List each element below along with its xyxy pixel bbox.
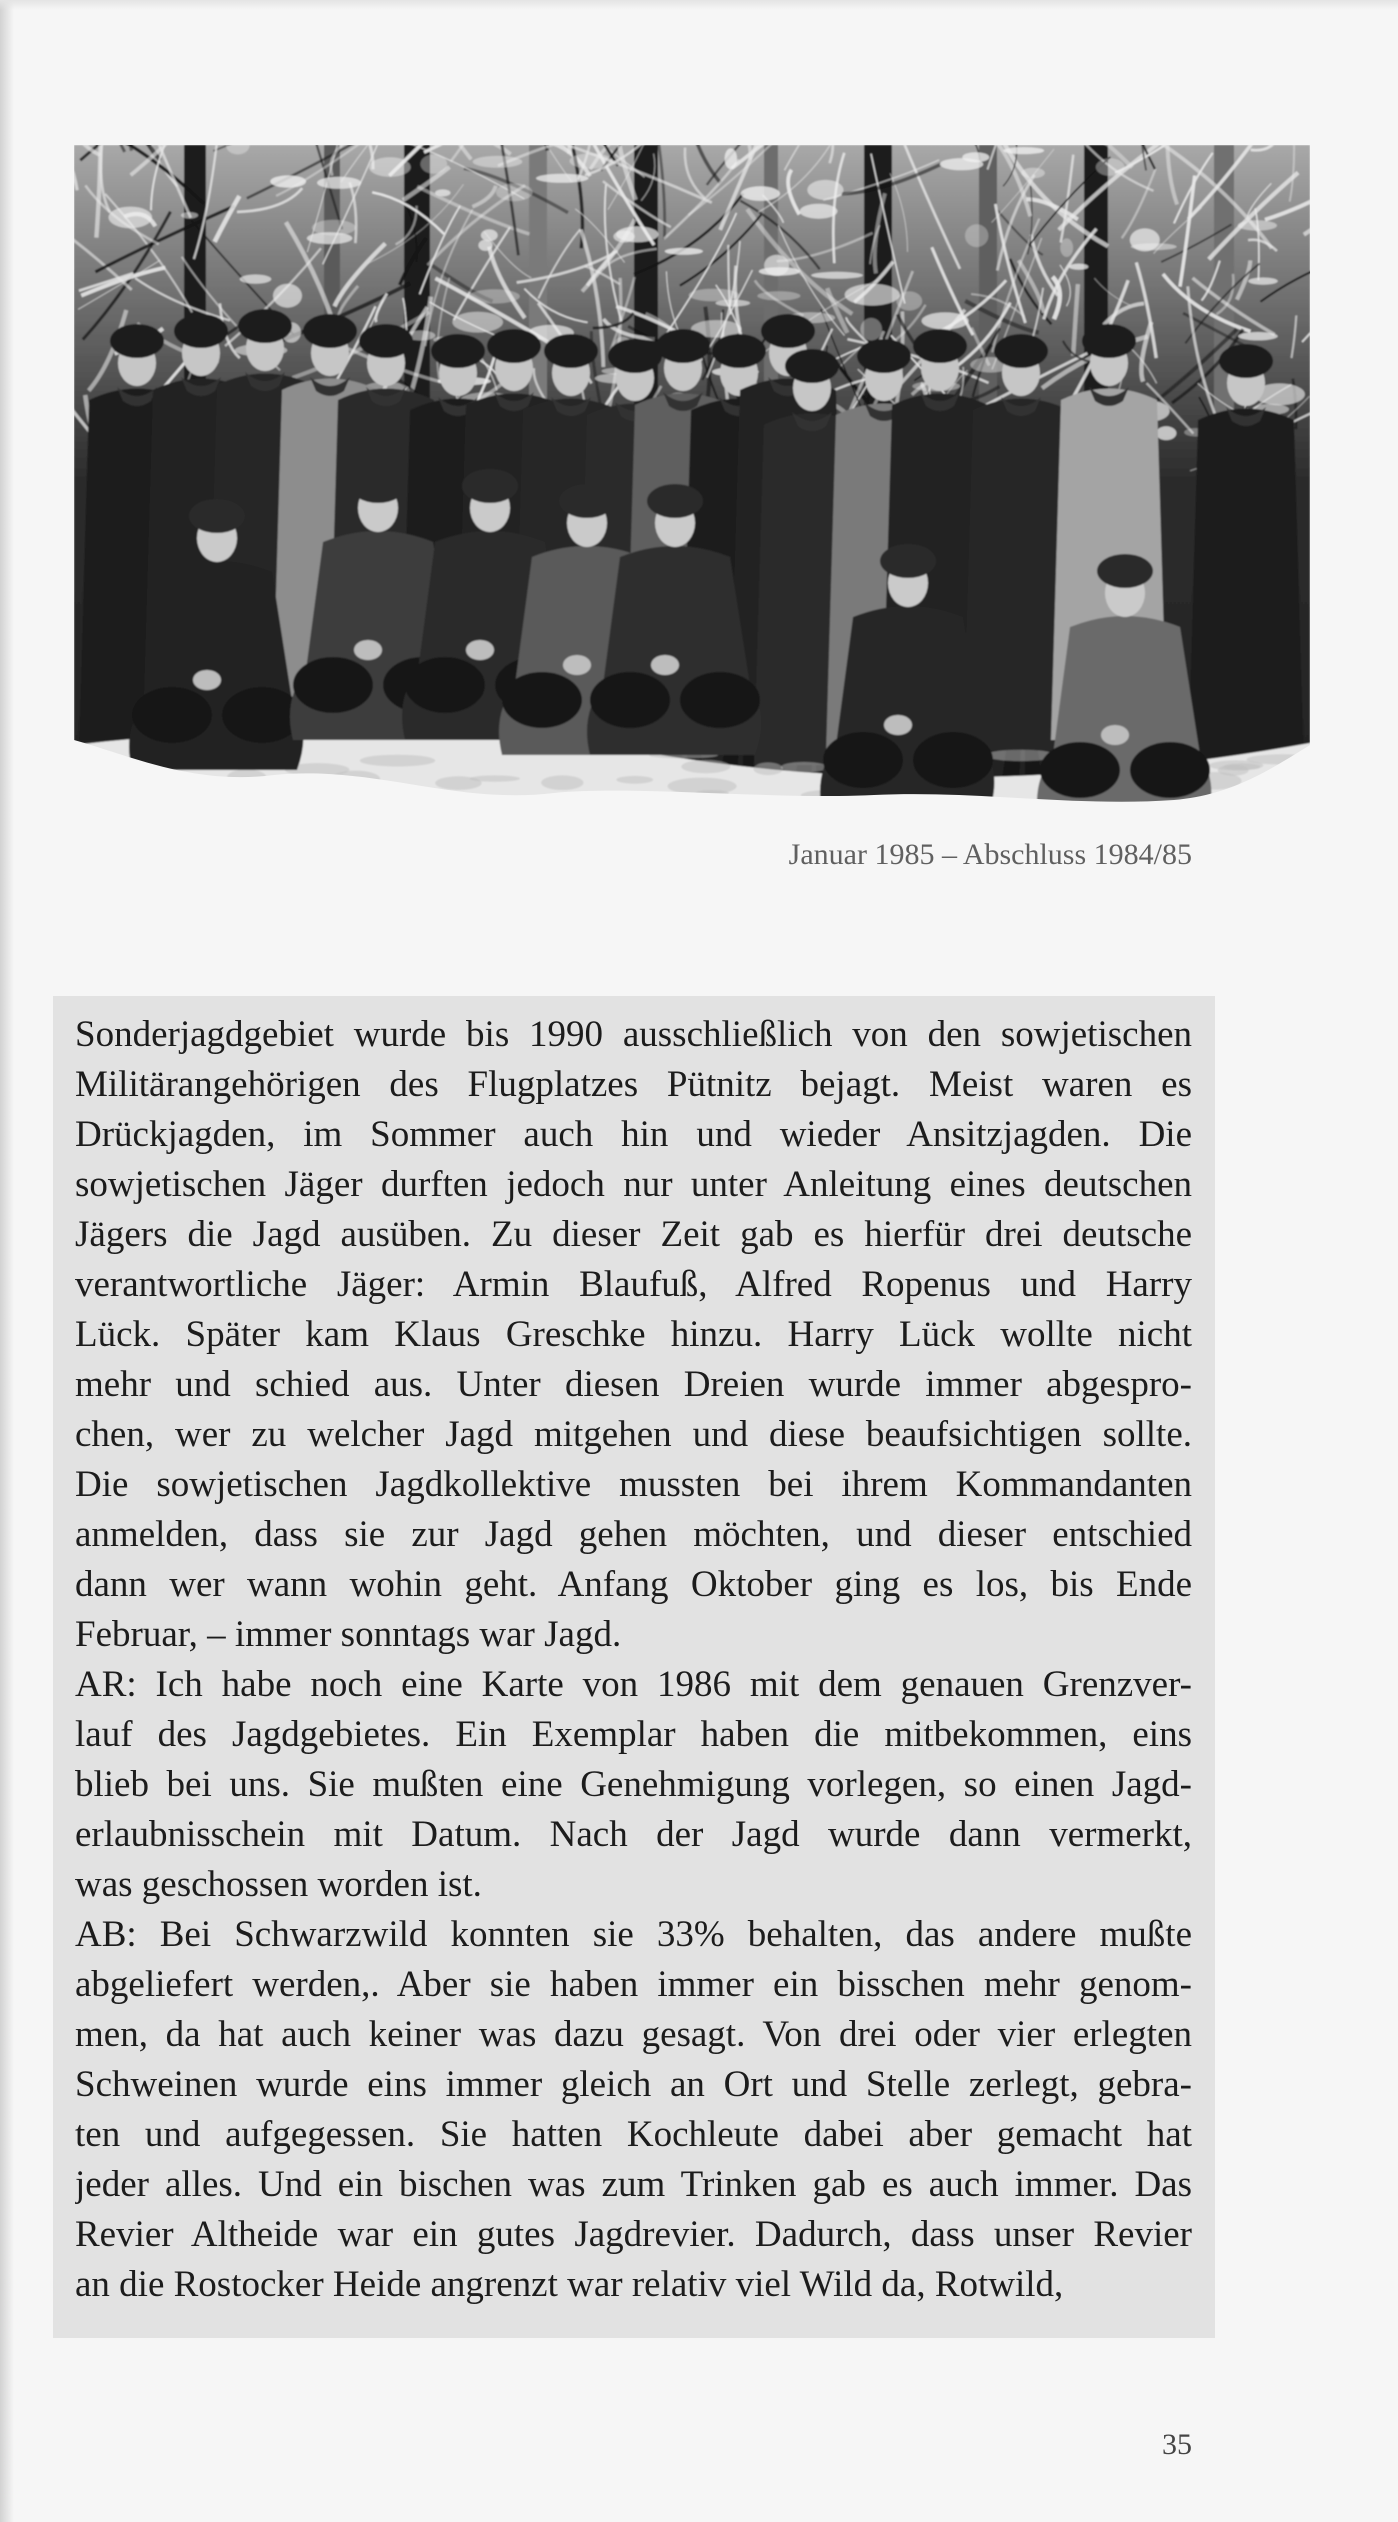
snow-clump	[807, 180, 843, 200]
snow-clump	[473, 156, 523, 168]
snow-clump	[536, 174, 588, 183]
person-coat	[1188, 409, 1304, 761]
person-knee	[913, 732, 993, 788]
snow-clump	[369, 157, 411, 177]
group-photo	[74, 145, 1310, 810]
snow-clump	[1003, 147, 1044, 154]
text-line: men, da hat auch keiner was dazu gesagt. Von drei oder vier erlegten	[75, 2014, 1192, 2055]
snow-clump	[481, 229, 498, 241]
snow-clump	[478, 240, 492, 251]
person-fur-hat	[110, 324, 164, 358]
snow-clump	[800, 204, 838, 219]
snow-clump	[1238, 220, 1277, 230]
person-fur-hat	[174, 314, 228, 348]
person-fur-hat	[712, 334, 766, 368]
photo-content	[74, 145, 1310, 810]
snow-clump	[725, 148, 737, 169]
text-line: jeder alles. Und ein bischen was zum Trinken gab es auch immer. Das	[75, 2164, 1192, 2205]
snow-clump	[665, 248, 703, 255]
snow-clump	[270, 175, 306, 187]
person-knee	[590, 672, 670, 728]
person-fur-hat	[462, 469, 518, 503]
snow-shadow	[1218, 765, 1249, 776]
snow-clump	[1238, 332, 1278, 340]
snow-clump	[1060, 238, 1073, 257]
scan-shadow-top	[0, 0, 1398, 10]
text-line: Drückjagden, im Sommer auch hin und wieder Ansitzjagden. Die	[75, 1114, 1192, 1155]
text-line: sowjetischen Jäger durften jedoch nur unter Anleitung eines deutschen	[75, 1164, 1192, 1205]
snow-shadow	[681, 760, 730, 773]
snow-clump	[1156, 426, 1176, 440]
person-hand	[884, 715, 912, 735]
text-line: Militärangehörigen des Flugplatzes Pütnitz bejagt. Meist waren es	[75, 1064, 1192, 1105]
text-line: Revier Altheide war ein gutes Jagdrevier. Dadurch, dass unser Revier	[75, 2214, 1192, 2255]
person-fur-hat	[656, 329, 710, 363]
snow-clump	[757, 291, 800, 300]
person-fur-hat	[994, 334, 1048, 368]
person-fur-hat	[1082, 324, 1136, 358]
person-fur-hat	[303, 314, 357, 348]
text-line: ten und aufgegessen. Sie hatten Kochleute dabei aber gemacht hat	[75, 2114, 1192, 2155]
person-fur-hat	[608, 339, 662, 373]
person-hand	[563, 655, 591, 675]
person-hand	[651, 655, 679, 675]
snow-clump	[1096, 158, 1125, 176]
person-fur-hat	[880, 544, 936, 578]
text-line: AB: Bei Schwarzwild konnten sie 33% behalten, das andere mußte	[75, 1914, 1192, 1955]
photo-caption: Januar 1985 – Abschluss 1984/85	[788, 838, 1192, 871]
text-line: was geschossen worden ist.	[75, 1864, 482, 1905]
person-fur-hat	[359, 324, 413, 358]
person-fur-hat	[761, 314, 815, 348]
person-fur-hat	[913, 329, 967, 363]
person-hand	[1101, 725, 1129, 745]
person-fur-hat	[1097, 554, 1153, 588]
text-line: verantwortliche Jäger: Armin Blaufuß, Alfred Ropenus und Harry	[75, 1264, 1192, 1305]
snow-clump	[109, 207, 153, 229]
person-fur-hat	[431, 334, 485, 368]
text-line: Schweinen wurde eins immer gleich an Ort und Stelle zerlegt, gebra-	[75, 2064, 1192, 2105]
snow-shadow	[616, 776, 653, 784]
snow-clump	[741, 186, 780, 201]
snow-clump	[1069, 264, 1088, 270]
snow-clump	[452, 312, 503, 333]
text-line: Lück. Später kam Klaus Greschke hinzu. Harry Lück wollte nicht	[75, 1314, 1192, 1355]
person-hand	[193, 670, 221, 690]
text-line: Jägers die Jagd ausüben. Zu dieser Zeit gab es hierfür drei deutsche	[75, 1214, 1192, 1255]
person-knee	[132, 687, 212, 743]
person-knee	[502, 672, 582, 728]
person-knee	[405, 657, 485, 713]
snow-clump	[616, 226, 659, 242]
page-number: 35	[1162, 2428, 1192, 2461]
snow-clump	[469, 289, 520, 303]
person-fur-hat	[1219, 344, 1273, 378]
snow-clump	[1130, 228, 1160, 251]
person-fur-hat	[189, 499, 245, 533]
person-hand	[466, 640, 494, 660]
person-knee	[1040, 742, 1120, 798]
person-knee	[1130, 742, 1210, 798]
text-line: an die Rostocker Heide angrenzt war relativ viel Wild da, Rotwild,	[75, 2264, 1064, 2305]
snow-clump	[435, 189, 450, 196]
person-fur-hat	[785, 349, 839, 383]
snow-clump	[240, 275, 272, 284]
snow-clump	[689, 289, 739, 302]
text-box	[53, 996, 1215, 2338]
snow-clump	[896, 291, 922, 310]
snow-clump	[1021, 168, 1045, 179]
snow-clump	[317, 177, 361, 189]
text-line: chen, wer zu welcher Jagd mitgehen und diese beaufsichtigen sollte.	[75, 1414, 1192, 1455]
snow-clump	[962, 152, 989, 162]
text-line: dann wer wann wohin geht. Anfang Oktober ging es los, bis Ende	[75, 1564, 1192, 1605]
group-photo-image	[74, 145, 1310, 810]
text-line: mehr und schied aus. Unter diesen Dreien wurde immer abgespro-	[75, 1364, 1192, 1405]
text-line: Sonderjagdgebiet wurde bis 1990 ausschließlich von den sowjetischen	[75, 1014, 1192, 1055]
snow-shadow	[541, 775, 583, 790]
person-knee	[293, 657, 373, 713]
text-line: lauf des Jagdgebietes. Ein Exemplar haben die mitbekommen, eins	[75, 1714, 1192, 1755]
snow-clump	[845, 284, 900, 306]
snow-shadow	[781, 762, 828, 772]
text-line: blieb bei uns. Sie mußten eine Genehmigung vorlegen, so einen Jagd-	[75, 1764, 1192, 1805]
person-fur-hat	[238, 309, 292, 343]
snow-clump	[570, 153, 613, 168]
text-line: Februar, – immer sonntags war Jagd.	[75, 1614, 622, 1655]
person-fur-hat	[559, 484, 615, 518]
person-hand	[354, 640, 382, 660]
snow-clump	[1248, 278, 1278, 285]
snow-clump	[860, 318, 882, 341]
snow-clump	[922, 312, 969, 329]
text-line: erlaubnisschein mit Datum. Nach der Jagd wurde dann vermerkt,	[75, 1814, 1192, 1855]
person-fur-hat	[544, 334, 598, 368]
snow-clump	[312, 220, 356, 236]
snow-shadow	[753, 763, 783, 776]
scan-shadow-left	[0, 0, 14, 2522]
text-line: AR: Ich habe noch eine Karte von 1986 mit dem genauen Grenzver-	[75, 1664, 1192, 1705]
person-fur-hat	[350, 469, 406, 503]
person-knee	[823, 732, 903, 788]
snow-clump	[764, 255, 789, 276]
person-fur-hat	[857, 339, 911, 373]
snow-clump	[496, 183, 533, 201]
snow-clump	[716, 300, 751, 307]
snow-clump	[273, 284, 302, 308]
snow-clump	[181, 212, 198, 218]
snow-clump	[965, 224, 988, 247]
person-fur-hat	[647, 484, 703, 518]
snow-shadow	[360, 755, 435, 767]
text-line: abgeliefert werden,. Aber sie haben immer ein bisschen mehr genom-	[75, 1964, 1192, 2005]
snow-shadow	[435, 776, 481, 790]
text-line: anmelden, dass sie zur Jagd gehen möchten, und dieser entschied	[75, 1514, 1192, 1555]
text-line: Die sowjetischen Jagdkollektive mussten bei ihrem Kommandanten	[75, 1464, 1192, 1505]
snow-clump	[420, 154, 447, 173]
person-fur-hat	[487, 329, 541, 363]
snow-clump	[811, 272, 863, 279]
person-knee	[680, 672, 760, 728]
